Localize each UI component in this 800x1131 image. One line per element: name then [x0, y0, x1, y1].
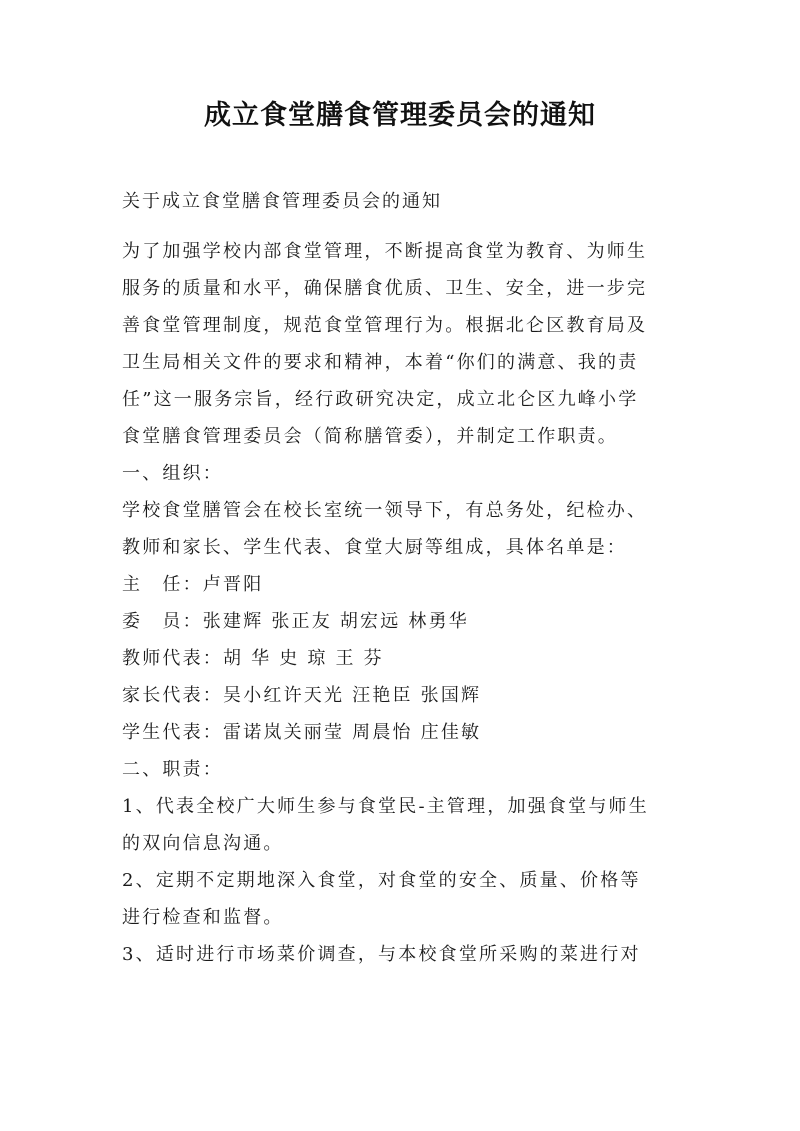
member-line: 委 员：张建辉 张正友 胡宏远 林勇华 — [122, 611, 469, 632]
body-line: 食堂膳食管理委员会（简称膳管委），并制定工作职责。 — [122, 426, 618, 447]
body-line: 善食堂管理制度，规范食堂管理行为。根据北仑区教育局及 — [122, 315, 648, 336]
body-line: 服务的质量和水平，确保膳食优质、卫生、安全，进一步完 — [122, 278, 648, 299]
body-line: 教师和家长、学生代表、食堂大厨等组成，具体名单是： — [122, 537, 627, 558]
body-line: 的双向信息沟通。 — [122, 833, 284, 854]
body-line: 1、代表全校广大师生参与食堂民-主管理，加强食堂与师生 — [122, 796, 649, 817]
body-line: 为了加强学校内部食堂管理，不断提高食堂为教育、为师生 — [122, 241, 648, 262]
document-body — [122, 230, 702, 973]
body-line: 卫生局相关文件的要求和精神，本着“你们的满意、我的责 — [122, 352, 639, 373]
document-title: 成立食堂膳食管理委员会的通知 — [204, 100, 596, 131]
section-heading: 二、职责： — [122, 759, 223, 780]
member-line: 主 任：卢晋阳 — [122, 574, 264, 595]
body-line: 2、定期不定期地深入食堂，对食堂的安全、质量、价格等 — [122, 870, 641, 891]
body-line: 任”这一服务宗旨，经行政研究决定，成立北仑区九峰小学 — [122, 389, 639, 410]
body-line: 进行检查和监督。 — [122, 907, 284, 928]
body-line: 3、适时进行市场菜价调查，与本校食堂所采购的菜进行对 — [122, 944, 641, 965]
document-subtitle: 关于成立食堂膳食管理委员会的通知 — [122, 191, 442, 212]
body-line: 学校食堂膳管会在校长室统一领导下，有总务处，纪检办、 — [122, 500, 648, 521]
section-heading: 一、组织： — [122, 463, 223, 484]
member-line: 家长代表：吴小红许天光 汪艳臣 张国辉 — [122, 685, 482, 706]
member-line: 教师代表：胡 华 史 琼 王 芬 — [122, 648, 384, 669]
member-line: 学生代表：雷诺岚关丽莹 周晨怡 庄佳敏 — [122, 722, 482, 743]
